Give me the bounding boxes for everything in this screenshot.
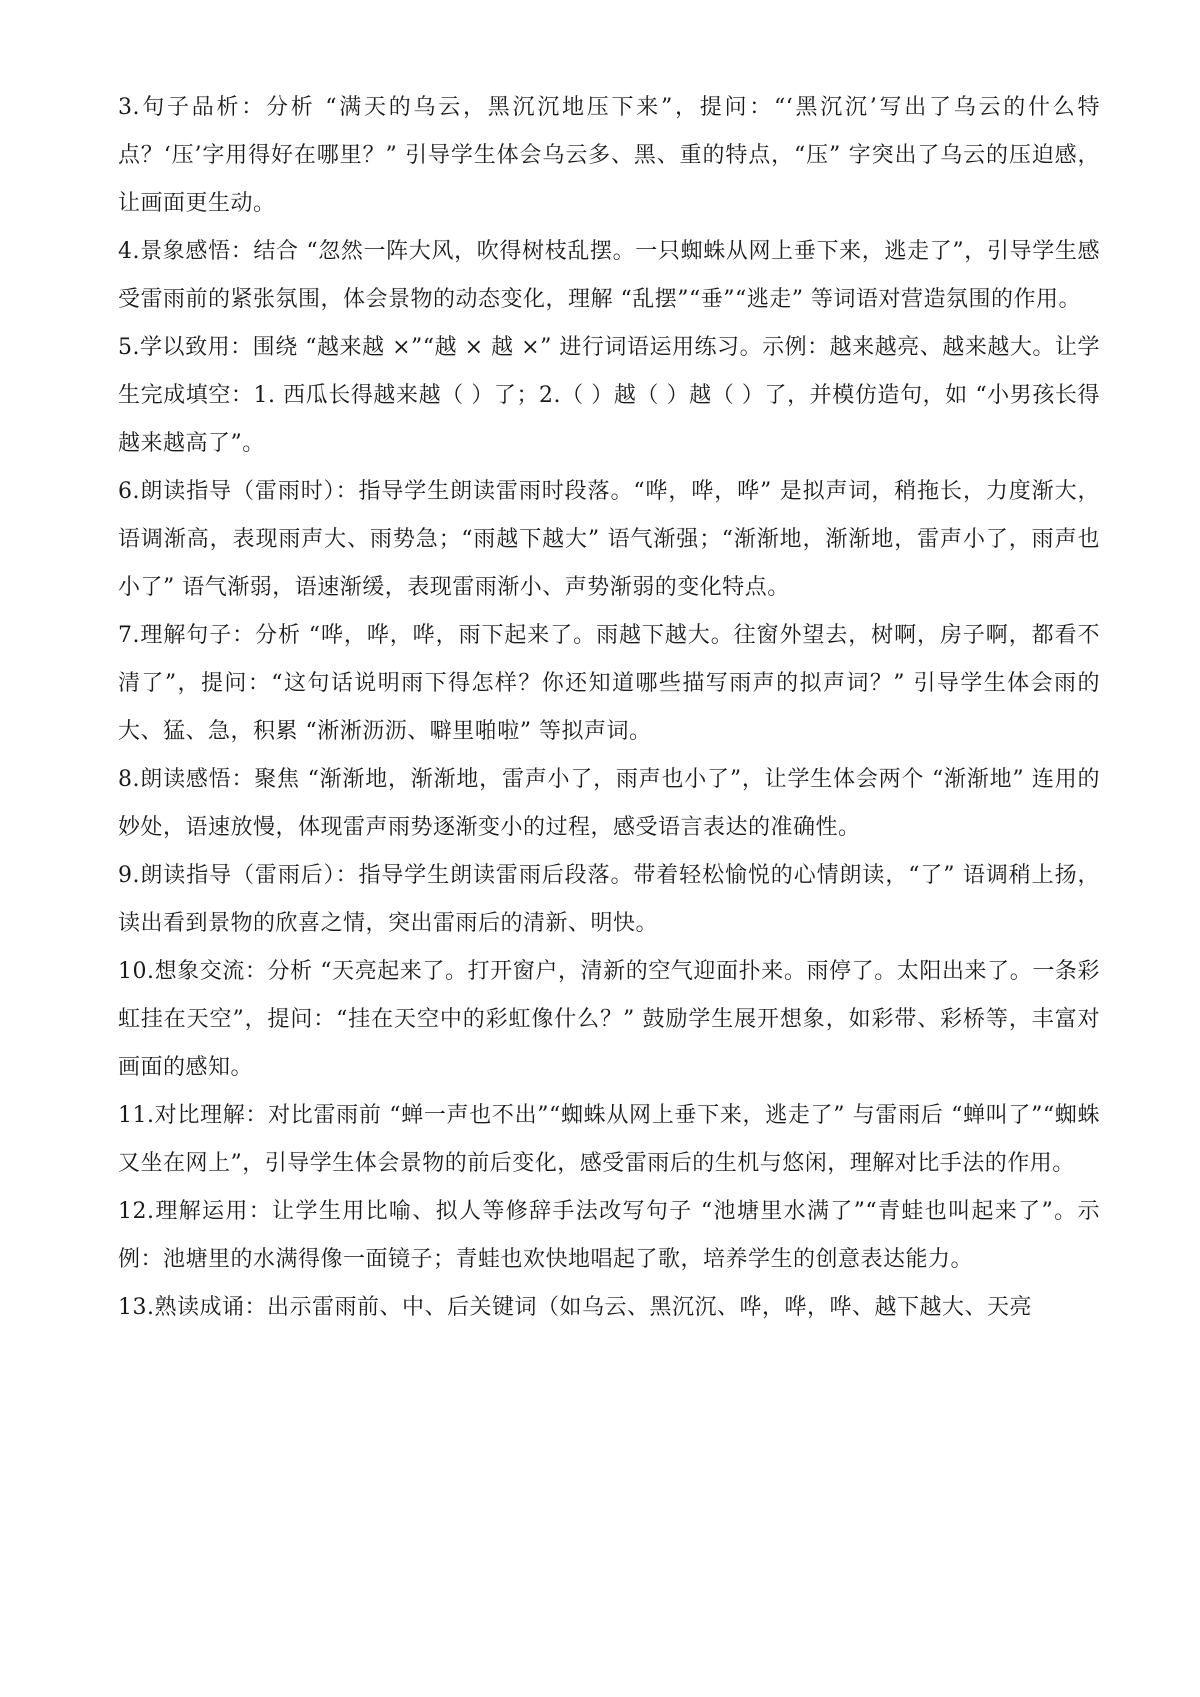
paragraph-7: 7.理解句子：分析 “哗，哗，哗，雨下起来了。雨越下越大。往窗外望去，树啊，房子啊，都看不清了”，提问：“这句话说明雨下得怎样？你还知道哪些描写雨声的拟声词？” 引导学生体会雨的大、猛、急，积累 “淅淅沥沥、噼里啪啦” 等拟声词。 xyxy=(118,623,1100,744)
paragraph-4: 4.景象感悟：结合 “忽然一阵大风，吹得树枝乱摆。一只蜘蛛从网上垂下来，逃走了”，引导学生感受雷雨前的紧张氛围，体会景物的动态变化，理解 “乱摆”“垂”“逃走” 等词语对营造氛围的作用。 xyxy=(118,239,1100,312)
paragraph-12: 12.理解运用：让学生用比喻、拟人等修辞手法改写句子 “池塘里水满了”“青蛙也叫起来了”。示例：池塘里的水满得像一面镜子；青蛙也欢快地唱起了歌，培养学生的创意表达能力。 xyxy=(118,1199,1100,1272)
paragraph-6: 6.朗读指导（雷雨时）：指导学生朗读雷雨时段落。“哗，哗，哗” 是拟声词，稍拖长，力度渐大，语调渐高，表现雨声大、雨势急；“雨越下越大” 语气渐强；“渐渐地，渐渐地，雷声小了，雨声也小了” 语气渐弱，语速渐缓，表现雷雨渐小、声势渐弱的变化特点。 xyxy=(118,479,1100,600)
paragraph-3: 3.句子品析：分析 “满天的乌云，黑沉沉地压下来”，提问：“‘黑沉沉’写出了乌云的什么特点？‘压’字用得好在哪里？” 引导学生体会乌云多、黑、重的特点，“压” 字突出了乌云的压迫感，让画面更生动。 xyxy=(118,95,1100,216)
paragraph-13: 13.熟读成诵：出示雷雨前、中、后关键词（如乌云、黑沉沉、哗，哗，哗、越下越大、天亮 xyxy=(118,1295,1032,1320)
document-body xyxy=(118,84,1100,1332)
paragraph-10: 10.想象交流：分析 “天亮起来了。打开窗户，清新的空气迎面扑来。雨停了。太阳出来了。一条彩虹挂在天空”，提问：“挂在天空中的彩虹像什么？” 鼓励学生展开想象，如彩带、彩桥等，丰富对画面的感知。 xyxy=(118,959,1100,1080)
paragraph-8: 8.朗读感悟：聚焦 “渐渐地，渐渐地，雷声小了，雨声也小了”，让学生体会两个 “渐渐地” 连用的妙处，语速放慢，体现雷声雨势逐渐变小的过程，感受语言表达的准确性。 xyxy=(118,767,1100,840)
paragraph-11: 11.对比理解：对比雷雨前 “蝉一声也不出”“蜘蛛从网上垂下来，逃走了” 与雷雨后 “蝉叫了”“蜘蛛又坐在网上”，引导学生体会景物的前后变化，感受雷雨后的生机与悠闲，理解对比手法的作用。 xyxy=(118,1103,1100,1176)
paragraph-5: 5.学以致用：围绕 “越来越 ×”“越 × 越 ×” 进行词语运用练习。示例：越来越亮、越来越大。让学生完成填空：1. 西瓜长得越来越（ ）了；2.（ ）越（ ）越（ ）了，并模仿造句，如 “小男孩长得越来越高了”。 xyxy=(118,335,1100,456)
paragraph-9: 9.朗读指导（雷雨后）：指导学生朗读雷雨后段落。带着轻松愉悦的心情朗读，“了” 语调稍上扬，读出看到景物的欣喜之情，突出雷雨后的清新、明快。 xyxy=(118,863,1100,936)
